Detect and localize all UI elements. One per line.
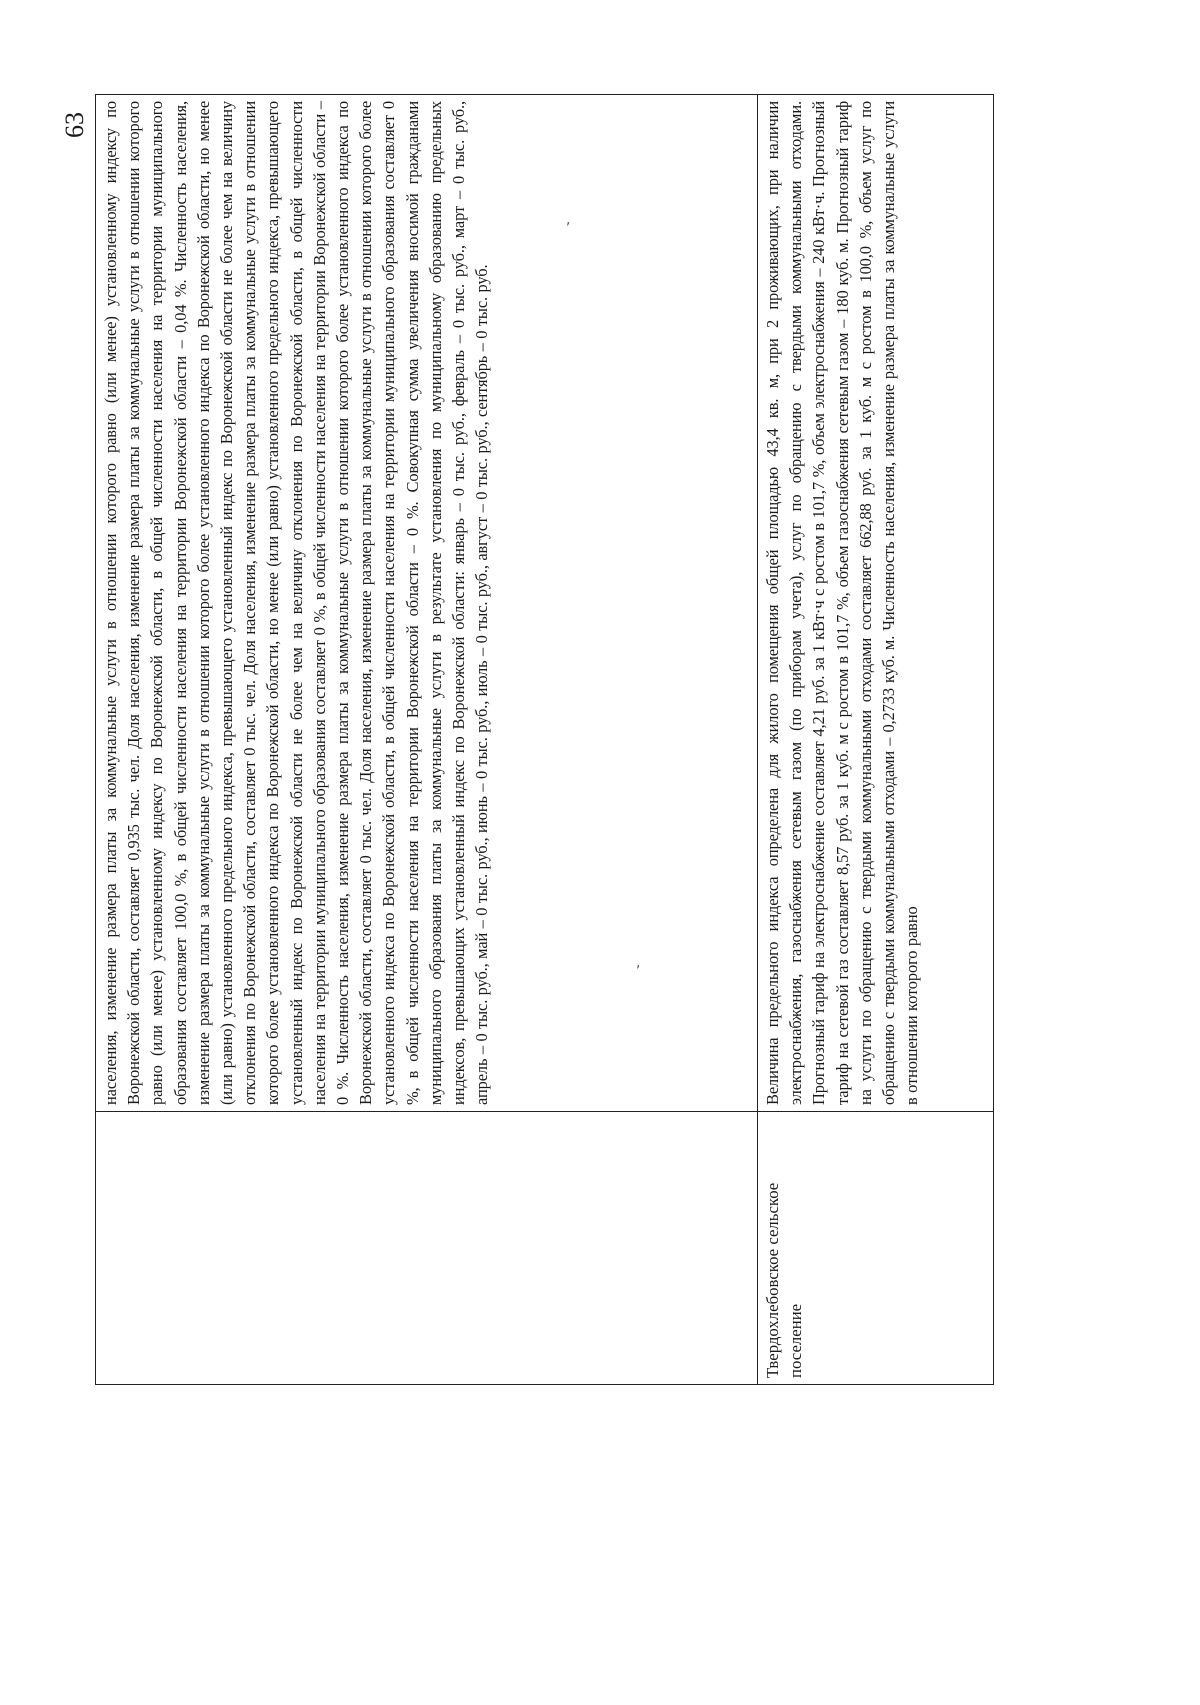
table-cell-text: Величина предельного индекса определена для жилого помещения общей площадью 43,4 кв. м, при 2 проживающих, при наличии электроснабжения, газоснабжения сетевым газом (по приборам учета), услуг по обращению с твердыми коммунальными отходами. Прогнозный тариф на электроснабжение составляет 4,21 руб. за 1 кВт·ч с ростом в 101,7 %, объем электроснабжения – 240 кВт·ч. Прогнозный тариф на сетевой газ составляет 8,57 руб. за 1 куб. м с ростом в 101,7 %, объем газоснабжения сетевым газом – 180 куб. м. Прогнозный тариф на услуги по обращению с твердыми коммунальными отходами составляет 662,88 руб. за 1 куб. м с ростом в 100,0 %, объем услуг по обращению с твердыми коммунальными отходами – 0,2733 куб. м. Численность населения, изменение размера платы за коммунальные услуги в отношении которого равно	[758, 95, 994, 1112]
settlement-name: Твердохлебовское сельское поселение	[763, 1182, 805, 1378]
table-row	[758, 95, 994, 1385]
table-cell-name	[758, 1112, 994, 1385]
document-table	[95, 94, 994, 1385]
table-cell-text: населения, изменение размера платы за коммунальные услуги в отношении которого равно (или менее) установленному индексу по Воронежской области, составляет 0,935 тыс. чел. Доля населения, изменение размера платы за коммунальные услуги в отношении которого равно (или менее) установленному индексу по Воронежской области, в общей численности населения на территории муниципального образования составляет 100,0 %, в общей численности населения на территории Воронежской области – 0,04 %. Численность населения, изменение размера платы за коммунальные услуги в отношении которого более установленного индекса по Воронежской области, но менее (или равно) установленного предельного индекса, превышающего установленный индекс по Воронежской области не более чем на величину отклонения по Воронежской области, составляет 0 тыс. чел. Доля населения, изменение размера платы за коммунальные услуги в отношении которого более установленного индекса по Воронежской области, но менее (или равно) установленного предельного индекса, превышающего установленный индекс по Воронежской области не более чем на величину отклонения по Воронежской области, в общей численности населения на территории муниципального образования составляет 0 %, в общей численности населения на территории Воронежской области – 0 %. Численность населения, изменение размера платы за коммунальные услуги в отношении которого более установленного индекса по Воронежской области, составляет 0 тыс. чел. Доля населения, изменение размера платы за коммунальные услуги в отношении которого более установленного индекса по Воронежской области, в общей численности населения на территории муниципального образования составляет 0 %, в общей численности населения на территории Воронежской области – 0 %. Совокупная сумма увеличения вносимой гражданами муниципального образования платы за коммунальные услуги в результате установления по муниципальному образованию предельных индексов, превышающих установленный индекс по Воронежской области: январь – 0 тыс. руб., февраль – 0 тыс. руб., март – 0 тыс. руб., апрель – 0 тыс. руб., май – 0 тыс. руб., июнь – 0 тыс. руб., июль – 0 тыс. руб., август – 0 тыс. руб., сентябрь – 0 тыс. руб.	[96, 95, 758, 1112]
page-number: 63	[60, 112, 89, 138]
table-row	[96, 95, 758, 1385]
scan-speck: ,	[566, 212, 571, 228]
scan-speck: ,	[636, 955, 641, 971]
table-cell-name	[96, 1112, 758, 1385]
